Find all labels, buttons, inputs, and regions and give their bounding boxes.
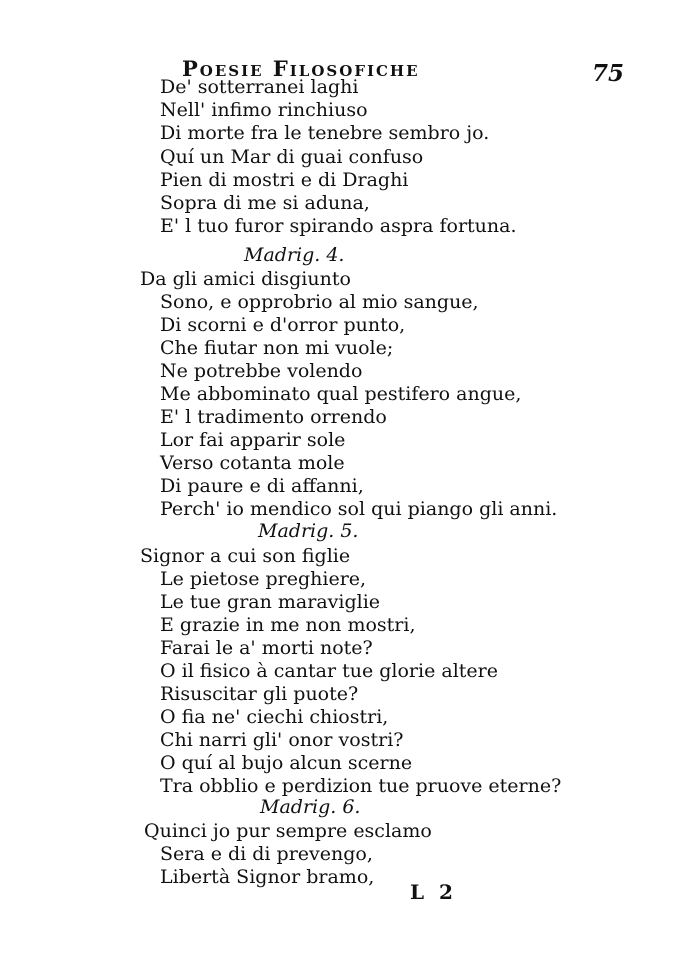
madrigal-heading: Madrig. 5. xyxy=(258,520,359,542)
verse-line: Pien di mostri e di Draghi xyxy=(160,169,409,191)
verse-line: Signor a cui son figlie xyxy=(140,545,351,567)
verse-line: Le pietose preghiere, xyxy=(160,568,367,590)
verse-line: Ne potrebbe volendo xyxy=(160,360,363,382)
verse-line: Quí un Mar di guai confuso xyxy=(160,146,424,168)
verse-line: O il fisico à cantar tue glorie altere xyxy=(160,660,498,682)
verse-line: Farai le a' morti note? xyxy=(160,637,373,659)
verse-line: O quí al bujo alcun scerne xyxy=(160,752,413,774)
verse-line: Sono, e opprobrio al mio sangue, xyxy=(160,291,479,313)
verse-line: Che fiutar non mi vuole; xyxy=(160,337,394,359)
verse-line: E grazie in me non mostri, xyxy=(160,614,416,636)
verse-line: Verso cotanta mole xyxy=(160,452,345,474)
verse-line: Di paure e di affanni, xyxy=(160,475,364,497)
verse-line: Di scorni e d'orror punto, xyxy=(160,314,406,336)
verse-line: Quinci jo pur sempre esclamo xyxy=(144,820,432,842)
verse-line: Risuscitar gli puote? xyxy=(160,683,359,705)
verse-line: Sera e di di prevengo, xyxy=(160,843,373,865)
verse-line: Libertà Signor bramo, xyxy=(160,866,375,888)
verse-line: Di morte fra le tenebre sembro jo. xyxy=(160,122,490,144)
running-head: Poesie Filosofiche xyxy=(182,56,420,81)
verse-line: Tra obblio e perdizion tue pruove eterne? xyxy=(160,775,562,797)
verse-line: E' l tuo furor spirando aspra fortuna. xyxy=(160,215,517,237)
verse-line: Lor fai apparir sole xyxy=(160,429,346,451)
signature-mark: L 2 xyxy=(410,880,457,904)
verse-line: Le tue gran maraviglie xyxy=(160,591,381,613)
madrigal-heading: Madrig. 6. xyxy=(260,796,361,818)
verse-line: Chi narri gli' onor vostri? xyxy=(160,729,404,751)
verse-line: Perch' io mendico sol qui piango gli anni. xyxy=(160,498,558,520)
verse-line: Sopra di me si aduna, xyxy=(160,192,370,214)
madrigal-heading: Madrig. 4. xyxy=(244,244,345,266)
verse-line: Me abbominato qual pestifero angue, xyxy=(160,383,522,405)
page-number: 75 xyxy=(592,60,625,87)
verse-line: Da gli amici disgiunto xyxy=(140,268,351,290)
verse-line: E' l tradimento orrendo xyxy=(160,406,387,428)
verse-line: Nell' infimo rinchiuso xyxy=(160,99,368,121)
verse-line: De' sotterranei laghi xyxy=(160,76,359,98)
verse-line: O fia ne' ciechi chiostri, xyxy=(160,706,389,728)
